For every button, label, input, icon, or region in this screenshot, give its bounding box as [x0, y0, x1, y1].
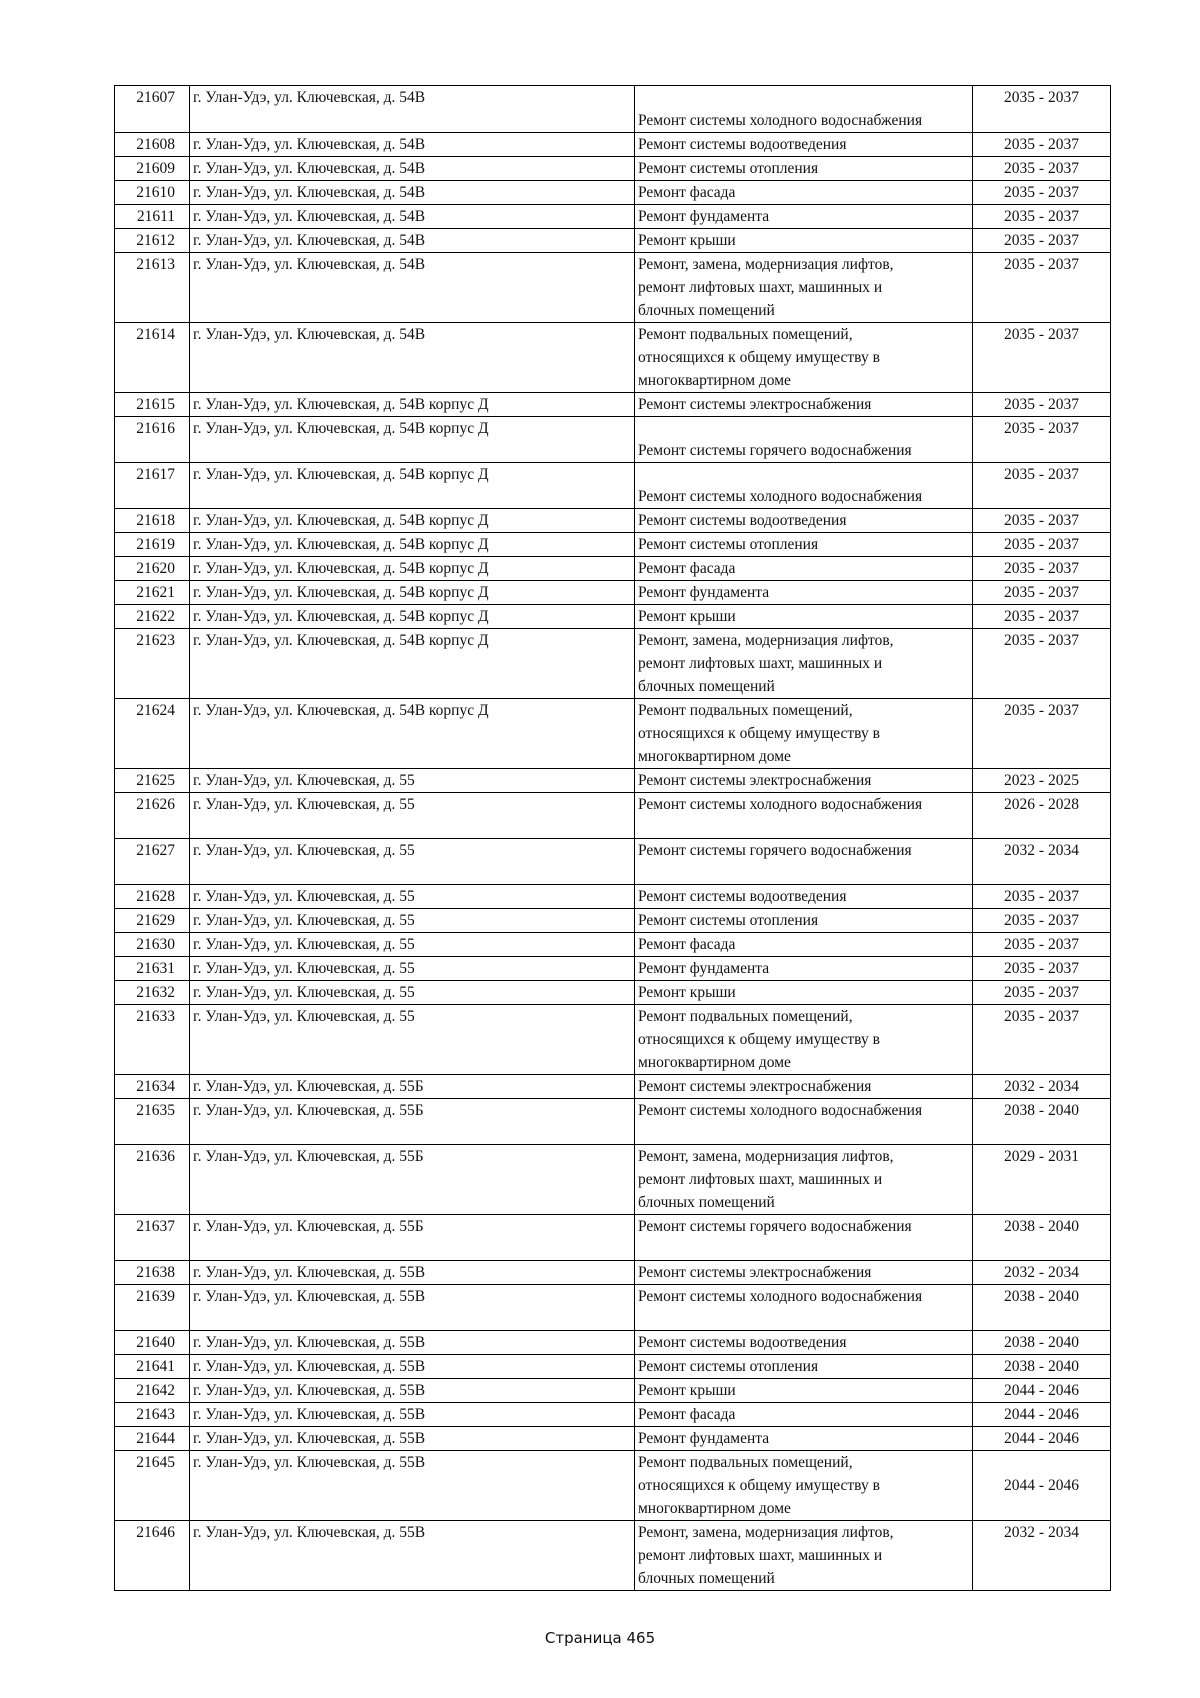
period-cell: 2035 - 2037: [973, 133, 1111, 157]
period-cell: 2038 - 2040: [973, 1355, 1111, 1379]
work-type-cell: Ремонт системы водоотведения: [635, 1331, 973, 1355]
table-row: [115, 793, 1111, 839]
row-id-cell: 21633: [115, 1005, 190, 1075]
table-row: [115, 1427, 1111, 1451]
address-cell: г. Улан-Удэ, ул. Ключевская, д. 55: [190, 957, 635, 981]
work-type-cell: Ремонт подвальных помещений, относящихся к общему имуществу в многоквартирном доме: [635, 1451, 973, 1521]
table-row: [115, 1261, 1111, 1285]
row-id-cell: 21642: [115, 1379, 190, 1403]
period-cell: 2035 - 2037: [973, 323, 1111, 393]
period-cell: 2038 - 2040: [973, 1215, 1111, 1261]
period-cell: 2035 - 2037: [973, 933, 1111, 957]
row-id-cell: 21607: [115, 86, 190, 133]
period-cell: 2023 - 2025: [973, 769, 1111, 793]
table-row: [115, 933, 1111, 957]
table-row: [115, 323, 1111, 393]
address-cell: г. Улан-Удэ, ул. Ключевская, д. 54В: [190, 229, 635, 253]
table-row: [115, 1403, 1111, 1427]
table-row: [115, 205, 1111, 229]
work-schedule-table: [114, 85, 1111, 1591]
address-cell: г. Улан-Удэ, ул. Ключевская, д. 55В: [190, 1285, 635, 1331]
address-cell: г. Улан-Удэ, ул. Ключевская, д. 55Б: [190, 1099, 635, 1145]
work-type-cell: Ремонт системы электроснабжения: [635, 769, 973, 793]
period-cell: 2044 - 2046: [973, 1379, 1111, 1403]
table-row: [115, 1215, 1111, 1261]
row-id-cell: 21608: [115, 133, 190, 157]
table-row: [115, 157, 1111, 181]
work-type-cell: Ремонт фундамента: [635, 205, 973, 229]
address-cell: г. Улан-Удэ, ул. Ключевская, д. 54В корпус Д: [190, 581, 635, 605]
work-type-cell: Ремонт системы водоотведения: [635, 509, 973, 533]
period-cell: 2026 - 2028: [973, 793, 1111, 839]
table-row: [115, 1355, 1111, 1379]
work-type-cell: Ремонт системы электроснабжения: [635, 1261, 973, 1285]
table-row: [115, 1285, 1111, 1331]
address-cell: г. Улан-Удэ, ул. Ключевская, д. 54В: [190, 253, 635, 323]
address-cell: г. Улан-Удэ, ул. Ключевская, д. 55В: [190, 1331, 635, 1355]
table-row: [115, 417, 1111, 463]
work-type-cell: Ремонт фасада: [635, 933, 973, 957]
table-row: [115, 1331, 1111, 1355]
table-row: [115, 981, 1111, 1005]
work-type-cell: Ремонт системы холодного водоснабжения: [635, 1099, 973, 1145]
row-id-cell: 21619: [115, 533, 190, 557]
period-cell: 2032 - 2034: [973, 1075, 1111, 1099]
table-row: [115, 1379, 1111, 1403]
work-type-cell: Ремонт подвальных помещений, относящихся к общему имуществу в многоквартирном доме: [635, 699, 973, 769]
work-type-cell: Ремонт фундамента: [635, 581, 973, 605]
work-type-cell: Ремонт крыши: [635, 229, 973, 253]
work-type-cell: Ремонт фасада: [635, 557, 973, 581]
work-type-cell: Ремонт подвальных помещений, относящихся к общему имуществу в многоквартирном доме: [635, 323, 973, 393]
period-cell: 2035 - 2037: [973, 157, 1111, 181]
row-id-cell: 21626: [115, 793, 190, 839]
address-cell: г. Улан-Удэ, ул. Ключевская, д. 54В: [190, 133, 635, 157]
row-id-cell: 21621: [115, 581, 190, 605]
period-cell: 2038 - 2040: [973, 1285, 1111, 1331]
address-cell: г. Улан-Удэ, ул. Ключевская, д. 55В: [190, 1427, 635, 1451]
work-type-cell: Ремонт системы горячего водоснабжения: [635, 1215, 973, 1261]
row-id-cell: 21628: [115, 885, 190, 909]
row-id-cell: 21624: [115, 699, 190, 769]
address-cell: г. Улан-Удэ, ул. Ключевская, д. 55В: [190, 1379, 635, 1403]
period-cell: 2035 - 2037: [973, 557, 1111, 581]
period-cell: 2035 - 2037: [973, 909, 1111, 933]
row-id-cell: 21629: [115, 909, 190, 933]
row-id-cell: 21611: [115, 205, 190, 229]
period-cell: 2035 - 2037: [973, 981, 1111, 1005]
row-id-cell: 21632: [115, 981, 190, 1005]
table-row: [115, 1521, 1111, 1591]
table-row: [115, 1099, 1111, 1145]
table-row: [115, 229, 1111, 253]
table-row: [115, 769, 1111, 793]
address-cell: г. Улан-Удэ, ул. Ключевская, д. 54В: [190, 181, 635, 205]
work-type-cell: Ремонт фасада: [635, 1403, 973, 1427]
table-row: [115, 909, 1111, 933]
row-id-cell: 21609: [115, 157, 190, 181]
row-id-cell: 21613: [115, 253, 190, 323]
address-cell: г. Улан-Удэ, ул. Ключевская, д. 54В корпус Д: [190, 557, 635, 581]
work-type-cell: Ремонт крыши: [635, 981, 973, 1005]
address-cell: г. Улан-Удэ, ул. Ключевская, д. 55В: [190, 1261, 635, 1285]
period-cell: 2035 - 2037: [973, 581, 1111, 605]
work-type-cell: Ремонт, замена, модернизация лифтов, ремонт лифтовых шахт, машинных и блочных помещений: [635, 1521, 973, 1591]
table-row: [115, 133, 1111, 157]
row-id-cell: 21636: [115, 1145, 190, 1215]
address-cell: г. Улан-Удэ, ул. Ключевская, д. 55Б: [190, 1075, 635, 1099]
address-cell: г. Улан-Удэ, ул. Ключевская, д. 54В: [190, 86, 635, 133]
period-cell: 2035 - 2037: [973, 253, 1111, 323]
address-cell: г. Улан-Удэ, ул. Ключевская, д. 55: [190, 981, 635, 1005]
period-cell: 2035 - 2037: [973, 463, 1111, 509]
address-cell: г. Улан-Удэ, ул. Ключевская, д. 55: [190, 885, 635, 909]
address-cell: г. Улан-Удэ, ул. Ключевская, д. 54В корпус Д: [190, 463, 635, 509]
work-type-cell: Ремонт системы холодного водоснабжения: [635, 1285, 973, 1331]
work-type-cell: Ремонт системы водоотведения: [635, 885, 973, 909]
period-cell: 2035 - 2037: [973, 957, 1111, 981]
table-row: [115, 463, 1111, 509]
address-cell: г. Улан-Удэ, ул. Ключевская, д. 55Б: [190, 1145, 635, 1215]
work-type-cell: Ремонт, замена, модернизация лифтов, ремонт лифтовых шахт, машинных и блочных помещений: [635, 1145, 973, 1215]
address-cell: г. Улан-Удэ, ул. Ключевская, д. 54В корпус Д: [190, 509, 635, 533]
address-cell: г. Улан-Удэ, ул. Ключевская, д. 54В: [190, 205, 635, 229]
period-cell: 2032 - 2034: [973, 839, 1111, 885]
work-type-cell: Ремонт, замена, модернизация лифтов, ремонт лифтовых шахт, машинных и блочных помещений: [635, 253, 973, 323]
address-cell: г. Улан-Удэ, ул. Ключевская, д. 55В: [190, 1521, 635, 1591]
table-row: [115, 557, 1111, 581]
work-type-cell: Ремонт системы горячего водоснабжения: [635, 417, 973, 463]
period-cell: 2035 - 2037: [973, 393, 1111, 417]
period-cell: 2035 - 2037: [973, 533, 1111, 557]
table-row: [115, 1451, 1111, 1521]
page-number: Страница 465: [544, 1629, 656, 1647]
period-cell: 2035 - 2037: [973, 699, 1111, 769]
row-id-cell: 21635: [115, 1099, 190, 1145]
table-row: [115, 885, 1111, 909]
address-cell: г. Улан-Удэ, ул. Ключевская, д. 54В: [190, 323, 635, 393]
address-cell: г. Улан-Удэ, ул. Ключевская, д. 55В: [190, 1451, 635, 1521]
row-id-cell: 21644: [115, 1427, 190, 1451]
address-cell: г. Улан-Удэ, ул. Ключевская, д. 54В корпус Д: [190, 605, 635, 629]
period-cell: 2032 - 2034: [973, 1521, 1111, 1591]
table-row: [115, 393, 1111, 417]
period-cell: 2035 - 2037: [973, 205, 1111, 229]
row-id-cell: 21637: [115, 1215, 190, 1261]
table-row: [115, 699, 1111, 769]
row-id-cell: 21645: [115, 1451, 190, 1521]
address-cell: г. Улан-Удэ, ул. Ключевская, д. 54В: [190, 157, 635, 181]
period-cell: 2032 - 2034: [973, 1261, 1111, 1285]
period-cell: 2035 - 2037: [973, 509, 1111, 533]
address-cell: г. Улан-Удэ, ул. Ключевская, д. 54В корпус Д: [190, 393, 635, 417]
work-type-cell: Ремонт системы отопления: [635, 909, 973, 933]
period-cell: 2035 - 2037: [973, 1005, 1111, 1075]
work-type-cell: Ремонт системы горячего водоснабжения: [635, 839, 973, 885]
period-cell: 2044 - 2046: [973, 1403, 1111, 1427]
row-id-cell: 21623: [115, 629, 190, 699]
table-row: [115, 957, 1111, 981]
work-type-cell: Ремонт системы электроснабжения: [635, 1075, 973, 1099]
period-cell: 2044 - 2046: [973, 1451, 1111, 1521]
row-id-cell: 21615: [115, 393, 190, 417]
address-cell: г. Улан-Удэ, ул. Ключевская, д. 54В корпус Д: [190, 629, 635, 699]
row-id-cell: 21639: [115, 1285, 190, 1331]
work-type-cell: Ремонт системы холодного водоснабжения: [635, 463, 973, 509]
address-cell: г. Улан-Удэ, ул. Ключевская, д. 55В: [190, 1355, 635, 1379]
work-type-cell: Ремонт системы отопления: [635, 157, 973, 181]
row-id-cell: 21627: [115, 839, 190, 885]
row-id-cell: 21630: [115, 933, 190, 957]
period-cell: 2035 - 2037: [973, 417, 1111, 463]
address-cell: г. Улан-Удэ, ул. Ключевская, д. 55В: [190, 1403, 635, 1427]
row-id-cell: 21617: [115, 463, 190, 509]
row-id-cell: 21618: [115, 509, 190, 533]
address-cell: г. Улан-Удэ, ул. Ключевская, д. 55: [190, 933, 635, 957]
table-row: [115, 1075, 1111, 1099]
period-cell: 2035 - 2037: [973, 181, 1111, 205]
row-id-cell: 21646: [115, 1521, 190, 1591]
row-id-cell: 21643: [115, 1403, 190, 1427]
period-cell: 2035 - 2037: [973, 629, 1111, 699]
work-type-cell: Ремонт фундамента: [635, 957, 973, 981]
address-cell: г. Улан-Удэ, ул. Ключевская, д. 54В корпус Д: [190, 699, 635, 769]
row-id-cell: 21620: [115, 557, 190, 581]
work-type-cell: Ремонт системы холодного водоснабжения: [635, 793, 973, 839]
table-row: [115, 509, 1111, 533]
table-row: [115, 533, 1111, 557]
period-cell: 2038 - 2040: [973, 1331, 1111, 1355]
work-type-cell: Ремонт, замена, модернизация лифтов, ремонт лифтовых шахт, машинных и блочных помещений: [635, 629, 973, 699]
period-cell: 2035 - 2037: [973, 229, 1111, 253]
address-cell: г. Улан-Удэ, ул. Ключевская, д. 55: [190, 769, 635, 793]
period-cell: 2035 - 2037: [973, 885, 1111, 909]
row-id-cell: 21641: [115, 1355, 190, 1379]
address-cell: г. Улан-Удэ, ул. Ключевская, д. 55: [190, 909, 635, 933]
row-id-cell: 21616: [115, 417, 190, 463]
address-cell: г. Улан-Удэ, ул. Ключевская, д. 55: [190, 1005, 635, 1075]
table-row: [115, 181, 1111, 205]
work-type-cell: Ремонт системы холодного водоснабжения: [635, 86, 973, 133]
work-type-cell: Ремонт системы водоотведения: [635, 133, 973, 157]
row-id-cell: 21612: [115, 229, 190, 253]
period-cell: 2029 - 2031: [973, 1145, 1111, 1215]
row-id-cell: 21610: [115, 181, 190, 205]
address-cell: г. Улан-Удэ, ул. Ключевская, д. 55Б: [190, 1215, 635, 1261]
table-row: [115, 581, 1111, 605]
period-cell: 2044 - 2046: [973, 1427, 1111, 1451]
address-cell: г. Улан-Удэ, ул. Ключевская, д. 54В корпус Д: [190, 533, 635, 557]
table-row: [115, 1005, 1111, 1075]
row-id-cell: 21614: [115, 323, 190, 393]
work-type-cell: Ремонт фасада: [635, 181, 973, 205]
row-id-cell: 21622: [115, 605, 190, 629]
period-cell: 2035 - 2037: [973, 605, 1111, 629]
address-cell: г. Улан-Удэ, ул. Ключевская, д. 54В корпус Д: [190, 417, 635, 463]
table-row: [115, 839, 1111, 885]
table-body: [115, 86, 1111, 1591]
table-row: [115, 629, 1111, 699]
table-row: [115, 86, 1111, 133]
work-type-cell: Ремонт крыши: [635, 605, 973, 629]
row-id-cell: 21638: [115, 1261, 190, 1285]
row-id-cell: 21631: [115, 957, 190, 981]
work-type-cell: Ремонт фундамента: [635, 1427, 973, 1451]
address-cell: г. Улан-Удэ, ул. Ключевская, д. 55: [190, 793, 635, 839]
row-id-cell: 21625: [115, 769, 190, 793]
table-row: [115, 1145, 1111, 1215]
work-type-cell: Ремонт системы отопления: [635, 533, 973, 557]
work-type-cell: Ремонт системы электроснабжения: [635, 393, 973, 417]
work-type-cell: Ремонт крыши: [635, 1379, 973, 1403]
row-id-cell: 21634: [115, 1075, 190, 1099]
work-type-cell: Ремонт подвальных помещений, относящихся к общему имуществу в многоквартирном доме: [635, 1005, 973, 1075]
row-id-cell: 21640: [115, 1331, 190, 1355]
period-cell: 2038 - 2040: [973, 1099, 1111, 1145]
period-cell: 2035 - 2037: [973, 86, 1111, 133]
address-cell: г. Улан-Удэ, ул. Ключевская, д. 55: [190, 839, 635, 885]
work-type-cell: Ремонт системы отопления: [635, 1355, 973, 1379]
table-row: [115, 253, 1111, 323]
table-row: [115, 605, 1111, 629]
